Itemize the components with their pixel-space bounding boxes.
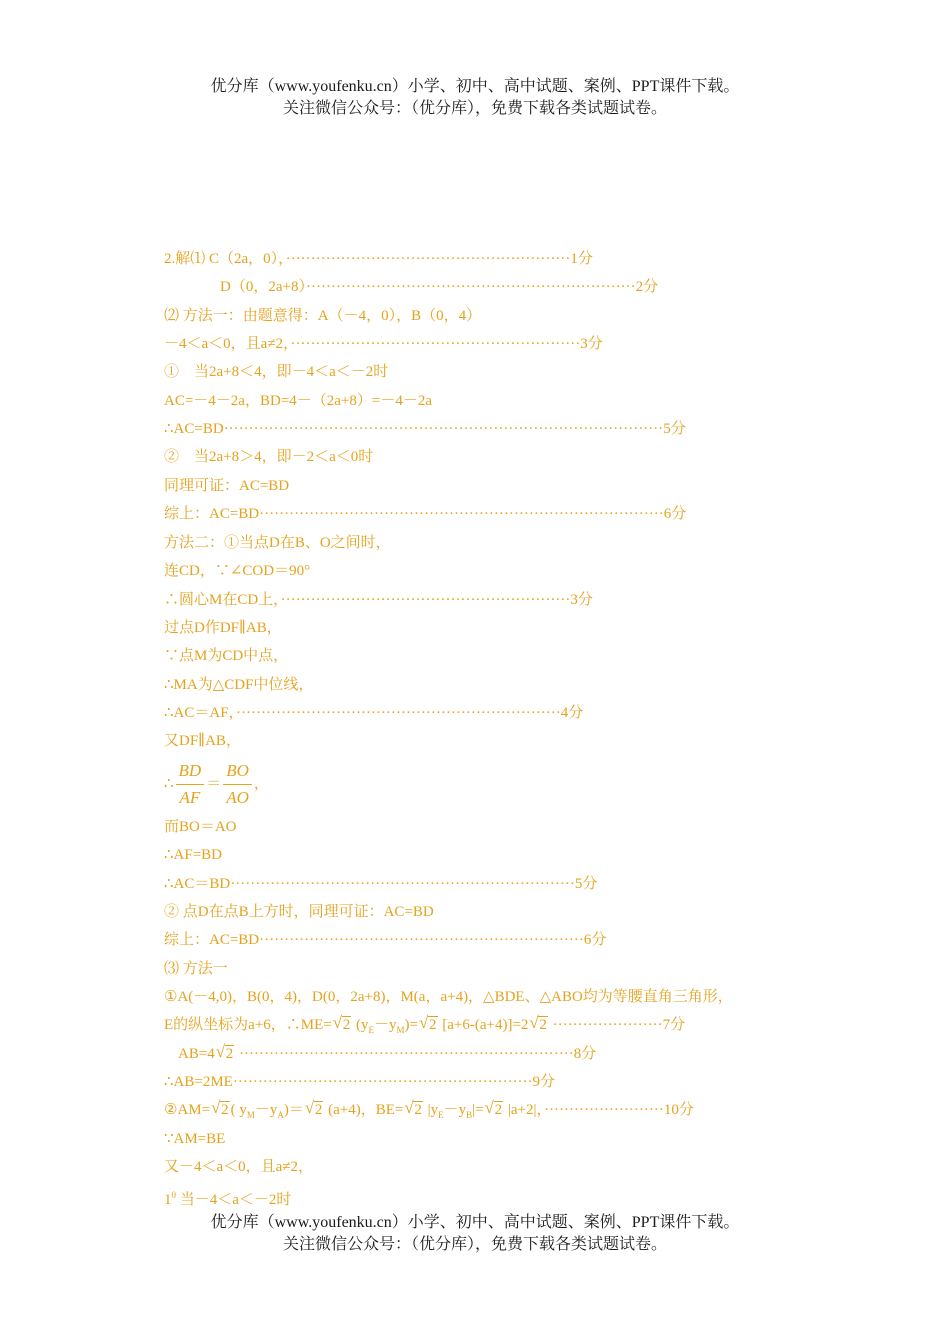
solution-line: ∴AC＝AF，·································································4分 xyxy=(164,705,584,721)
solution-line: D（0，2a+8）··································································2分 xyxy=(220,279,659,295)
solution-line: 又DF∥AB， xyxy=(164,733,241,749)
solution-line: ② 点D在点B上方时，同理可证：AC=BD xyxy=(164,904,434,920)
solution-line: ①A(－4,0)，B(0，4)，D(0，2a+8)，M(a，a+4)，△BDE、△ABO均为等腰直角三角形， xyxy=(164,989,733,1005)
solution-line: ∴AB=2ME····························································9分 xyxy=(164,1074,556,1090)
footer-line-2: 关注微信公众号：（优分库），免费下载各类试题试卷。 xyxy=(282,1236,667,1253)
solution-line: ∴圆心M在CD上，··························································3分 xyxy=(164,592,593,608)
therefore-symbol: ∴ xyxy=(164,775,174,792)
solution-line: ② 当2a+8＞4，即－2＜a＜0时 xyxy=(164,449,374,465)
solution-line: ⑶ 方法一 xyxy=(164,961,228,977)
solution-line: ∴AC＝BD·····································································5分 xyxy=(164,876,598,892)
sqrt-symbol: √ 2 xyxy=(211,1098,229,1118)
fraction-bo-ao: $\frac{BO}{AO}$ xyxy=(223,758,252,811)
solution-line: 综上：AC=BD·································································6分 xyxy=(164,932,607,948)
solution-line: 同理可证：AC=BD xyxy=(164,478,290,494)
header-line-1: 优分库（www.youfenku.cn）小学、初中、高中试题、案例、PPT课件下载。 xyxy=(210,78,740,95)
sqrt-symbol: √ 2 xyxy=(332,1013,351,1033)
solution-line: 又－4＜a＜0，且a≠2， xyxy=(164,1159,314,1175)
solution-line: ∵AM=BE xyxy=(164,1131,226,1147)
sqrt-symbol: √ 2 xyxy=(215,1042,234,1062)
solution-line: 2.解⑴ C（2a，0），·························································1分 xyxy=(164,251,593,267)
solution-line: 综上：AC=BD·················································································6分 xyxy=(164,506,687,522)
solution-line: 方法二：①当点D在B、O之间时， xyxy=(164,535,391,551)
fraction-bd-af: $\frac{BD}{AF}$ xyxy=(176,758,205,811)
solution-line: 过点D作DF∥AB， xyxy=(164,620,282,636)
solution-line-me: E的纵坐标为a+6，∴ME= √ 2 $(y_E-y_M)=$ √ 2 [a+6-(a+4)]=2 √ 2 ······················7分 xyxy=(164,1013,686,1035)
footer-line-1: 优分库（www.youfenku.cn）小学、初中、高中试题、案例、PPT课件下载。 xyxy=(210,1214,740,1231)
solution-line: 连CD，∵∠COD＝90° xyxy=(164,563,311,579)
equals-sign: ＝ xyxy=(206,775,222,792)
solution-line: ① 当2a+8＜4，即－4＜a＜－2时 xyxy=(164,364,389,380)
solution-line-ab: AB=4 √ 2 ···································································8分 xyxy=(178,1042,597,1062)
fraction-equation: ∴ $\frac{BD}{AF}$ ＝ $\frac{BO}{AO}$ ， xyxy=(164,758,269,811)
solution-line-am: ②AM= √ 2 ( $y_M-y_A)=$ √ 2 (a+4)，BE= √ 2 $|y_E-y_B|=$ √ 2 |a+2|，························10分 xyxy=(164,1098,694,1120)
header-line-2: 关注微信公众号：（优分库），免费下载各类试题试卷。 xyxy=(282,100,667,117)
sqrt-symbol: √ 2 xyxy=(304,1098,323,1118)
sqrt-symbol: √ 2 xyxy=(484,1098,503,1118)
solution-line: ∴AF=BD xyxy=(164,847,223,863)
sqrt-symbol: √ 2 xyxy=(404,1098,422,1118)
solution-line: －4＜a＜0，且a≠2，··························································3分 xyxy=(164,336,603,352)
solution-line-case: $1^0$ 当－4＜a＜－2时 xyxy=(164,1190,292,1208)
solution-line: ∴AC=BD························································································5分 xyxy=(164,421,686,437)
sqrt-symbol: √ 2 xyxy=(529,1013,547,1033)
sqrt-symbol: √ 2 xyxy=(419,1013,437,1033)
solution-line: ∵点M为CD中点， xyxy=(164,648,289,664)
solution-line: AC=－4－2a，BD=4－（2a+8）=－4－2a xyxy=(164,393,432,409)
solution-line: 而BO＝AO xyxy=(164,819,237,835)
solution-line: ∴MA为△CDF中位线， xyxy=(164,677,314,693)
solution-line: ⑵ 方法一：由题意得：A（－4，0），B（0，4） xyxy=(164,308,482,324)
